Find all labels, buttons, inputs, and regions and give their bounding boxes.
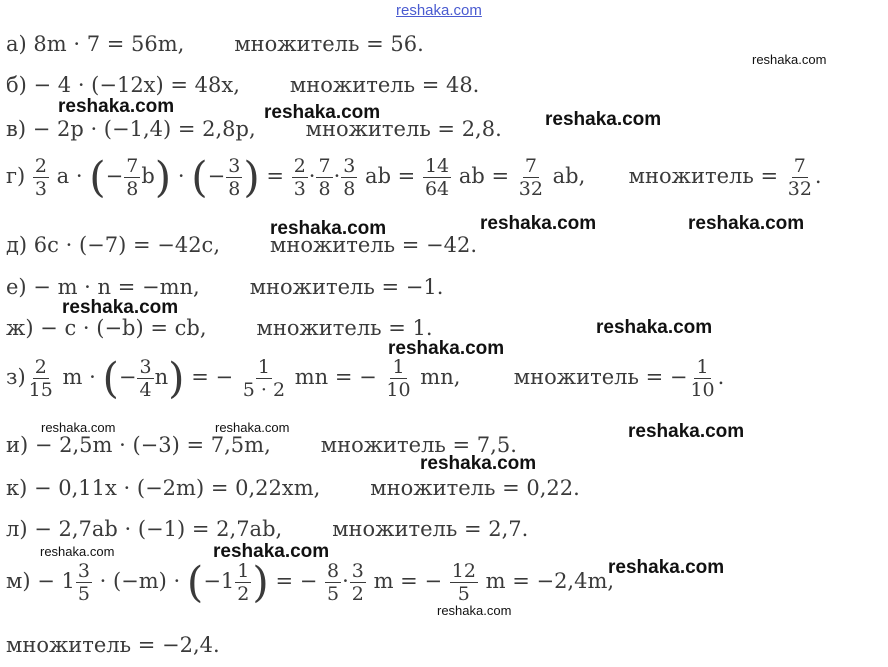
watermark: reshaka.com [58,96,175,117]
expr-part: m = −2,4m, [485,569,615,593]
expr-part: b [141,164,155,188]
multiplier: множитель = 0,22. [370,476,580,500]
expression: д) 6c · (−7) = −42c, [6,233,220,257]
multiplier: множитель = − [513,365,688,389]
solution-line-b [6,72,479,98]
fraction: $\frac{7}{8}$ [318,155,331,200]
fraction: $\frac{3}{8}$ [228,155,241,200]
watermark: reshaka.com [420,453,537,474]
multiplier: множитель = 2,7. [332,517,529,541]
top-watermark-link[interactable]: reshaka.com [396,2,482,19]
dot: · [308,164,316,188]
expr-part: a · [56,164,83,188]
solution-line-d [6,232,477,258]
solution-line-a [6,31,424,57]
fraction: $\frac{3}{5}$ [77,560,90,605]
dot: · [333,164,341,188]
expr-part: m · [62,365,96,389]
watermark: reshaka.com [480,213,597,234]
solution-line-m: м) − 1 $\frac{3}{5}$ · (−m) · (−1 $\frac{1}{2}$ ) = − $\frac{8}{5}$ · $\frac{3}{2}$ m = − $\frac{12}{5}$ m = −2,4m, [6,557,615,607]
expr-part: · [177,164,185,188]
expr-part: = − [191,365,234,389]
multiplier: множитель = 48. [289,73,480,97]
expr-part: mn = − [294,365,377,389]
fraction: $\frac{2}{15}$ [28,356,53,401]
watermark: reshaka.com [596,317,713,338]
watermark: reshaka.com [688,213,805,234]
expression: ж) − c · (−b) = cb, [6,316,207,340]
watermark: reshaka.com [41,420,116,435]
expr-part: ab, [552,164,586,188]
expression: л) − 2,7ab · (−1) = 2,7ab, [6,517,283,541]
expr-part: −1 [203,569,235,593]
expression: и) − 2,5m · (−3) = 7,5m, [6,433,271,457]
expression: в) − 2p · (−1,4) = 2,8p, [6,117,256,141]
fraction: $\frac{3}{4}$ [139,356,152,401]
expression: к) − 0,11x · (−2m) = 0,22xm, [6,476,321,500]
item-label: м) − 1 [6,569,75,593]
watermark: reshaka.com [437,603,512,618]
fraction: $\frac{12}{5}$ [451,560,476,605]
multiplier: множитель = −42. [270,233,478,257]
solution-line-l [6,516,528,542]
multiplier: множитель = 7,5. [320,433,517,457]
expression: е) − m · n = −mn, [6,275,200,299]
fraction: $\frac{1}{10}$ [386,356,411,401]
fraction: $\frac{2}{3}$ [34,155,47,200]
item-label: з) [6,365,26,389]
solution-line-m-multiplier [6,632,220,658]
watermark: reshaka.com [40,544,115,559]
multiplier: множитель = 2,8. [305,117,502,141]
solution-line-g: г) $\frac{2}{3}$ a · (− $\frac{7}{8}$ b) · (− $\frac{3}{8}$ ) = $\frac{2}{3}$ · $\frac{7}{8}$ · $\frac{3}{8}$ ab = $\frac{14}{64}$ ab = $\frac{7}{32}$ ab, множитель = $\frac{7}{32}$ . [6,152,822,202]
expr-part: ab = [458,164,510,188]
minus-sign: − [207,164,226,188]
fraction: $\frac{3}{8}$ [343,155,356,200]
expr-part: ab = [365,164,416,188]
solution-line-z: з) $\frac{2}{15}$ m · (− $\frac{3}{4}$ n) = − $\frac{1}{5 \cdot 2}$ mn = − $\frac{1}{10}$ mn, множитель = − $\frac{1}{10}$ . [6,353,725,403]
dot: · [342,569,349,593]
expr-part: mn, [420,365,461,389]
minus-sign: − [105,164,124,188]
watermark: reshaka.com [213,541,330,562]
multiplier: множитель = 56. [234,32,424,56]
fraction: $\frac{7}{32}$ [787,155,812,200]
fraction: $\frac{1}{2}$ [237,560,250,605]
fraction: $\frac{1}{5 \cdot 2}$ [242,356,286,401]
fraction: $\frac{3}{2}$ [351,560,364,605]
fraction: $\frac{8}{5}$ [327,560,340,605]
minus-sign: − [118,365,137,389]
period: . [814,164,822,188]
watermark: reshaka.com [628,421,745,442]
watermark: reshaka.com [270,218,387,239]
watermark: reshaka.com [215,420,290,435]
watermark: reshaka.com [264,102,381,123]
watermark: reshaka.com [752,52,827,67]
watermark: reshaka.com [608,557,725,578]
fraction: $\frac{2}{3}$ [293,155,306,200]
expr-part: m = − [373,569,443,593]
multiplier: множитель = [628,164,779,188]
watermark: reshaka.com [62,297,179,318]
solution-line-v [6,116,502,142]
fraction: $\frac{7}{32}$ [518,155,543,200]
period: . [717,365,725,389]
fraction: $\frac{1}{10}$ [690,356,715,401]
expr-part: · (−m) · [99,569,181,593]
expr-part: = [266,164,285,188]
solution-line-k [6,475,580,501]
item-label: г) [6,164,26,188]
multiplier: множитель = 1. [256,316,433,340]
watermark: reshaka.com [545,109,662,130]
expr-part: = − [275,569,318,593]
fraction: $\frac{14}{64}$ [424,155,450,200]
expr-part: n [154,365,169,389]
expression: а) 8m · 7 = 56m, [6,32,185,56]
expression: б) − 4 · (−12x) = 48x, [6,73,240,97]
multiplier: множитель = −1. [249,275,444,299]
watermark: reshaka.com [388,338,505,359]
multiplier: множитель = −2,4. [6,633,220,657]
fraction: $\frac{7}{8}$ [126,155,139,200]
